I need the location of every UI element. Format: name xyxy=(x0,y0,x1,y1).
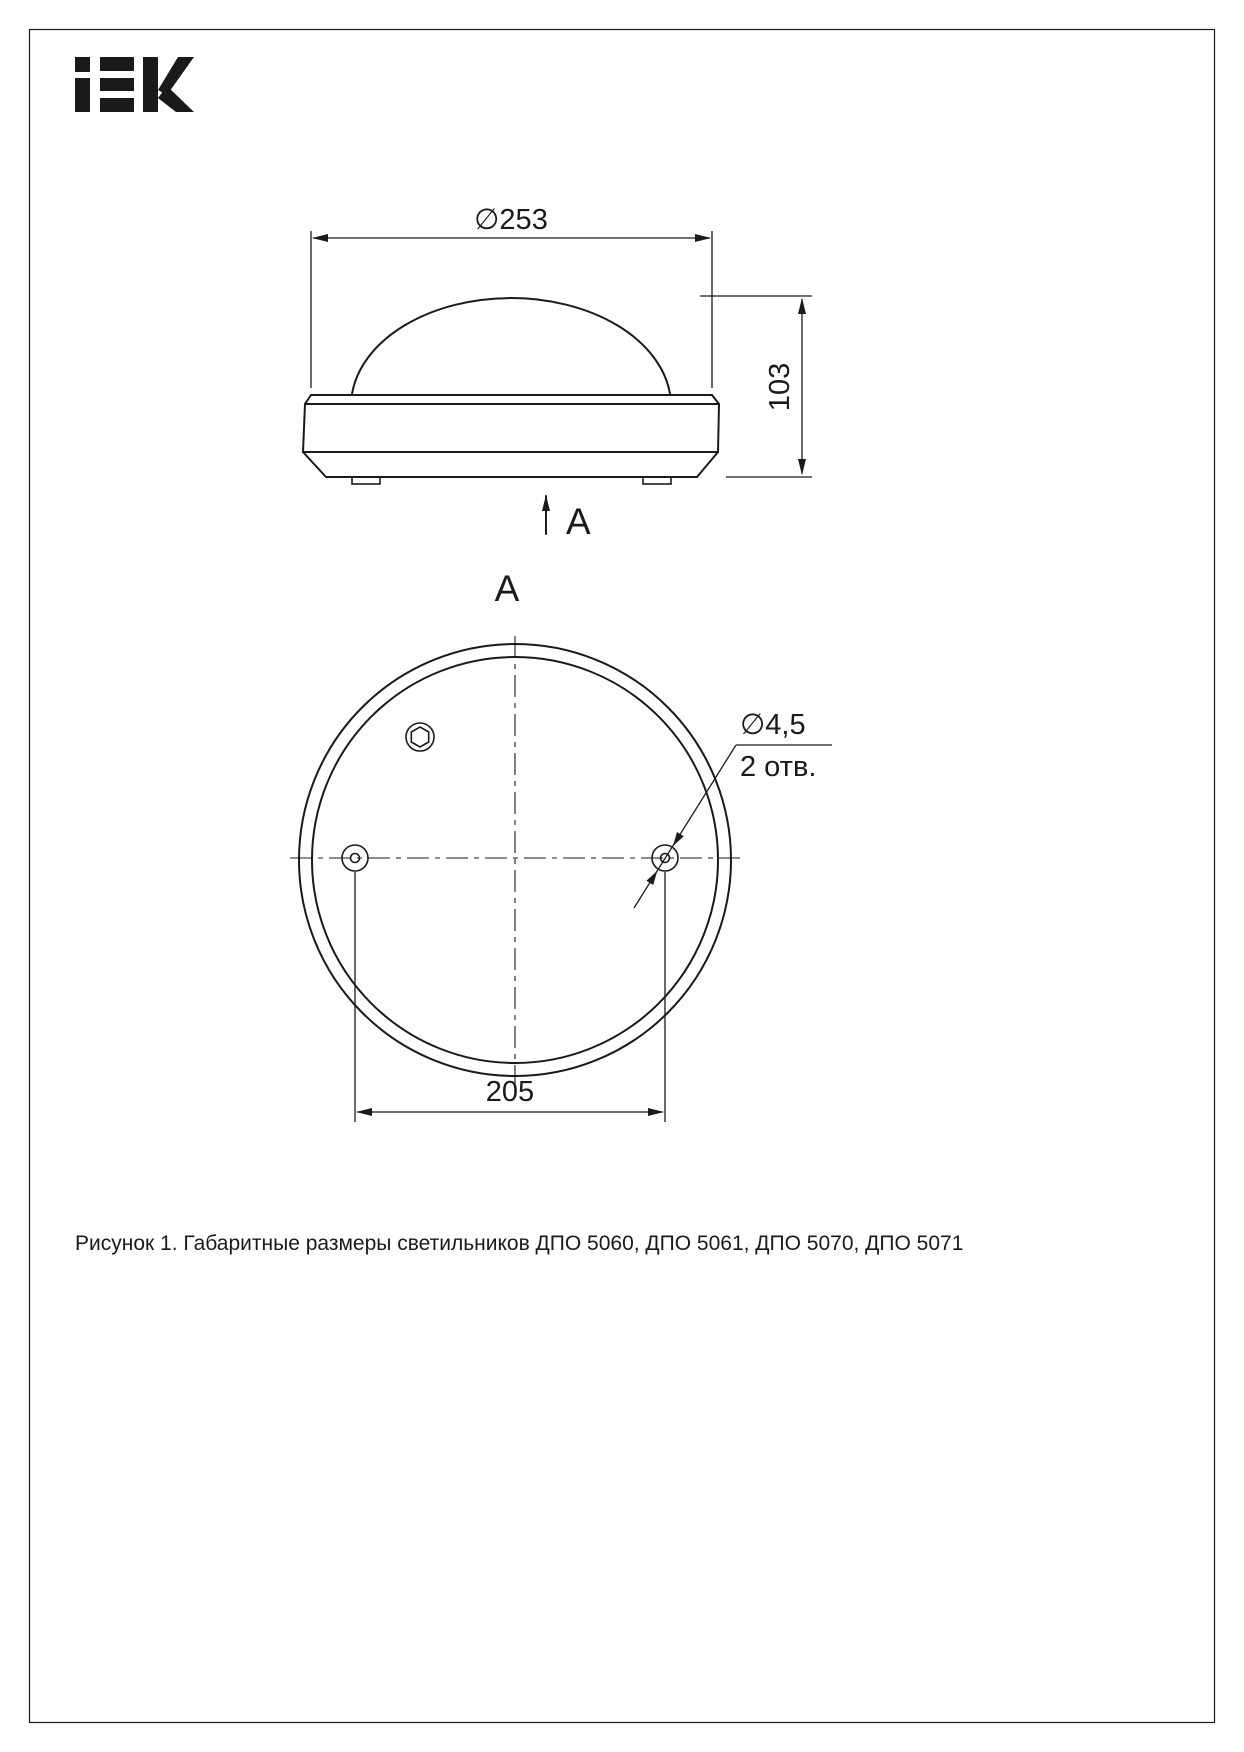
logo-i-dot xyxy=(75,57,90,72)
holes-callout xyxy=(634,709,832,908)
logo-e-bar-bottom xyxy=(100,98,134,112)
logo-e-bar-top xyxy=(100,57,134,71)
dim-diameter-label: ∅253 xyxy=(474,204,548,236)
holes-callout-diameter: ∅4,5 xyxy=(740,709,806,741)
view-label: A xyxy=(494,568,520,609)
dim-hole-spacing-205 xyxy=(355,872,665,1122)
lamp-base-taper xyxy=(303,452,718,477)
logo-i-stem xyxy=(75,78,90,112)
dim-hole-spacing-label: 205 xyxy=(485,1076,535,1108)
section-arrow-label: A xyxy=(566,501,591,542)
bottom-view xyxy=(290,568,832,1122)
side-view xyxy=(303,204,812,542)
lamp-foot-right xyxy=(643,477,671,484)
iek-logo xyxy=(75,57,194,112)
dim-diameter-253 xyxy=(311,204,712,388)
nut-hexagon xyxy=(411,727,428,747)
logo-e-bar-mid xyxy=(100,78,134,91)
leader-arrow-upper xyxy=(673,832,684,846)
callout-leader-line xyxy=(634,745,736,908)
section-arrow xyxy=(546,496,591,542)
holes-callout-count: 2 отв. xyxy=(740,751,817,783)
logo-k-stem xyxy=(143,57,158,112)
page-border xyxy=(30,30,1215,1723)
lamp-foot-left xyxy=(352,477,380,484)
dim-height-label: 103 xyxy=(764,362,796,412)
lamp-dome-outline xyxy=(352,298,670,394)
cable-entry-nut xyxy=(406,723,434,751)
dim-height-103 xyxy=(700,296,812,477)
logo-k-upper-arm xyxy=(158,57,194,95)
figure-caption: Рисунок 1. Габаритные размеры светильников ДПО 5060, ДПО 5061, ДПО 5070, ДПО 5071 xyxy=(75,1232,964,1255)
leader-arrow-lower xyxy=(646,871,657,885)
